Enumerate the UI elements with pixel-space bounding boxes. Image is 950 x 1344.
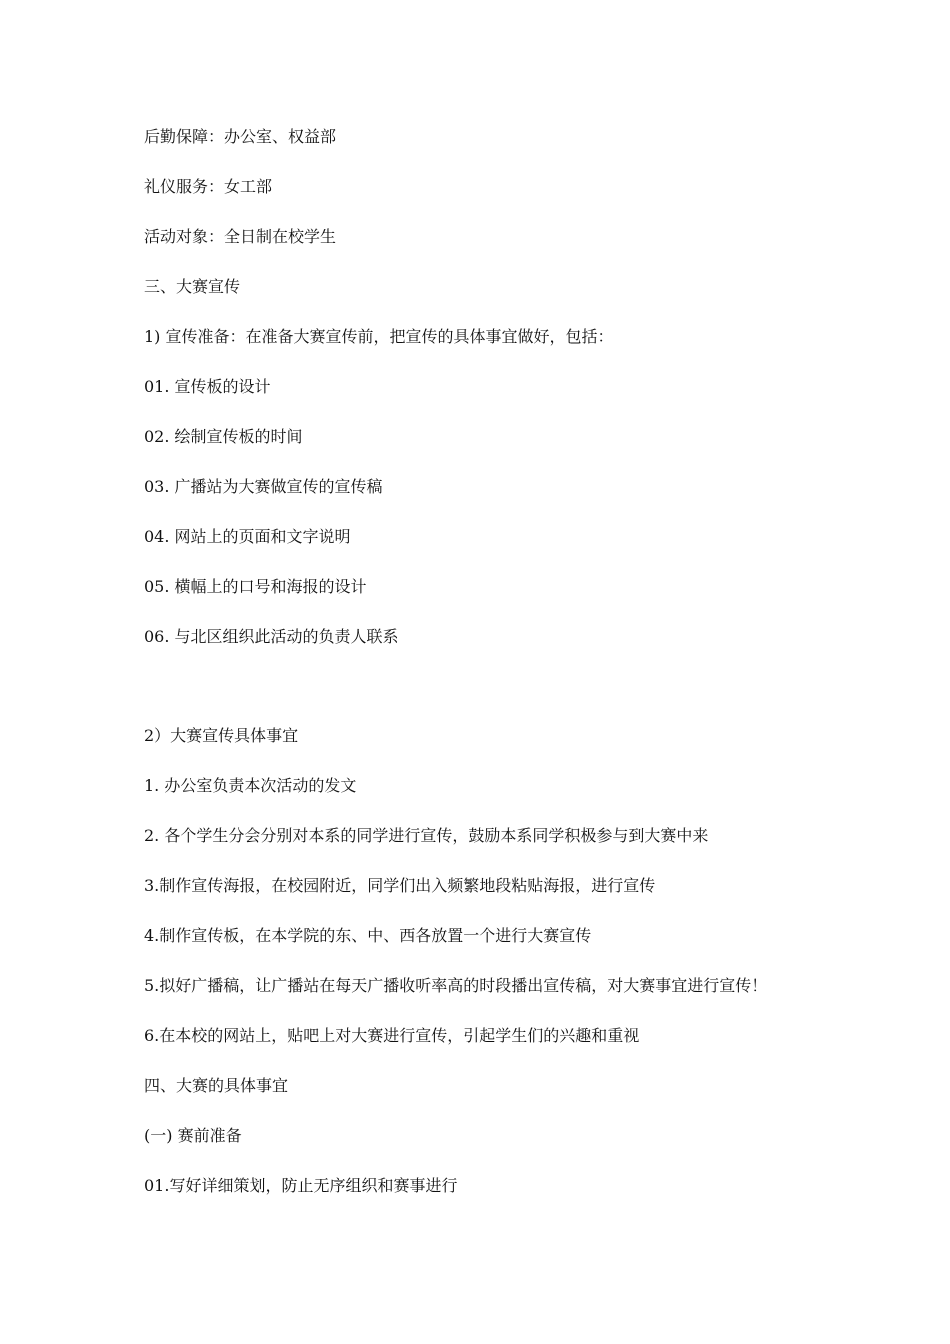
- document-body: [144, 124, 844, 1223]
- blank-line: [144, 674, 844, 723]
- section-heading-specifics: 四、大赛的具体事宜: [144, 1076, 289, 1095]
- list-item: 04. 网站上的页面和文字说明: [144, 527, 351, 546]
- list-item: 01.写好详细策划，防止无序组织和赛事进行: [144, 1176, 458, 1195]
- list-item: 2. 各个学生分会分别对本系的同学进行宣传，鼓励本系同学积极参与到大赛中来: [144, 826, 709, 845]
- subheading-publicity-details: 2）大赛宣传具体事宜: [144, 726, 299, 745]
- list-item: 01. 宣传板的设计: [144, 377, 271, 396]
- list-item: 3.制作宣传海报，在校园附近，同学们出入频繁地段粘贴海报，进行宣传: [144, 876, 656, 895]
- list-item: 02. 绘制宣传板的时间: [144, 427, 303, 446]
- list-item: 6.在本校的网站上，贴吧上对大赛进行宣传，引起学生们的兴趣和重视: [144, 1026, 640, 1045]
- subheading-publicity-prep: 1) 宣传准备：在准备大赛宣传前，把宣传的具体事宜做好，包括：: [144, 327, 614, 346]
- list-item: 03. 广播站为大赛做宣传的宣传稿: [144, 477, 383, 496]
- subheading-pre-competition: (一) 赛前准备: [144, 1126, 242, 1145]
- section-heading-publicity: 三、大赛宣传: [144, 277, 241, 296]
- line-logistics: 后勤保障：办公室、权益部: [144, 127, 337, 146]
- line-audience: 活动对象：全日制在校学生: [144, 227, 337, 246]
- list-item: 4.制作宣传板，在本学院的东、中、西各放置一个进行大赛宣传: [144, 926, 592, 945]
- list-item: 05. 横幅上的口号和海报的设计: [144, 577, 367, 596]
- line-etiquette: 礼仪服务：女工部: [144, 177, 273, 196]
- list-item: 06. 与北区组织此活动的负责人联系: [144, 627, 399, 646]
- list-item: 5.拟好广播稿，让广播站在每天广播收听率高的时段播出宣传稿，对大赛事宜进行宣传！: [144, 976, 768, 995]
- list-item: 1. 办公室负责本次活动的发文: [144, 776, 357, 795]
